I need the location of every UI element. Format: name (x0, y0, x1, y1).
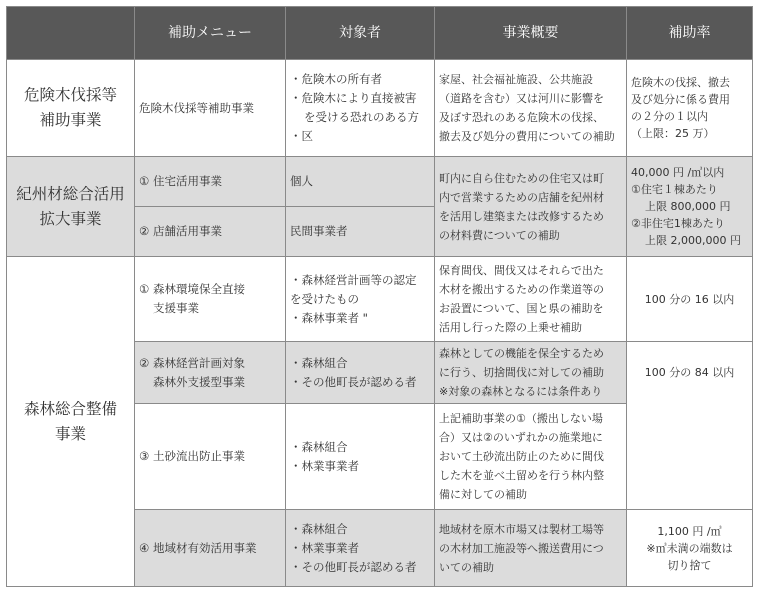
rate-line: 及び処分に係る費用 (631, 93, 730, 106)
menu-line: ② 森林経営計画対象 (139, 355, 245, 370)
summary-line: 合）又は②のいずれかの施業地に (439, 431, 603, 444)
target-forest-env (286, 257, 435, 342)
rate-line: 危険木の伐採、撤去 (631, 76, 730, 89)
target-line: を受けたもの (290, 291, 359, 306)
menu-store: ② 店舗活用事業 (135, 207, 286, 257)
menu-sediment: ③ 土砂流出防止事業 (135, 404, 286, 510)
menu-line: 支援事業 (153, 301, 199, 315)
table-row (7, 257, 753, 342)
summary-line: ※対象の森林となるには条件あり (439, 385, 603, 398)
category-forest-maintenance (7, 257, 135, 587)
category-line: 紀州材総合活用 (16, 184, 125, 203)
category-line: 森林総合整備 (23, 399, 117, 418)
summary-line: の木材加工施設等へ搬送費用につ (439, 541, 604, 555)
summary-line: した木を並べ土留めを行う林内整 (439, 469, 604, 482)
summary-line: 木材を搬出するための作業道等の (439, 283, 604, 296)
header-row (7, 7, 753, 60)
target-line: ・危険木により直接被害 (290, 91, 417, 105)
rate-line: 40,000 円 /㎥以内 (631, 166, 725, 179)
summary-hazard-tree (435, 60, 627, 157)
summary-line: おいて土砂流出防止のために間伐 (439, 450, 604, 463)
summary-kishu-wood (435, 157, 627, 257)
menu-housing: ① 住宅活用事業 (135, 157, 286, 207)
summary-line: （道路を含む）又は河川に影響を (439, 92, 604, 105)
summary-local-wood (435, 510, 627, 587)
target-line: ・森林経営計画等の認定 (290, 272, 417, 287)
rate-line: 切り捨て (667, 558, 712, 572)
summary-line: 地域材を原木市場又は製材工場等 (439, 522, 604, 536)
table-row (7, 60, 753, 157)
category-line: 危険木伐採等 (23, 86, 117, 104)
target-outside-plan (286, 342, 435, 404)
summary-sediment (435, 404, 627, 510)
target-hazard-tree (286, 60, 435, 157)
rate-outside-plan: 100 分の 84 以内 (627, 342, 753, 510)
subsidy-table (6, 6, 753, 587)
menu-line: ① 森林環境保全直接 (139, 282, 245, 296)
target-housing: 個人 (286, 157, 435, 207)
summary-line: 町内に自ら住むための住宅又は町 (439, 171, 604, 185)
summary-forest-env (435, 257, 627, 342)
menu-forest-env (135, 257, 286, 342)
target-line: ・森林組合 (290, 439, 348, 454)
summary-outside-plan (435, 342, 627, 404)
target-store: 民間事業者 (286, 207, 435, 257)
summary-line: に行う、切捨間伐に対しての補助 (439, 366, 604, 379)
summary-line: 及ぼす恐れのある危険木の伐採、 (439, 111, 604, 124)
target-local-wood (286, 510, 435, 587)
rate-line: 1,100 円 /㎥ (657, 524, 722, 538)
summary-line: を活用し建築または改修するため (439, 209, 604, 223)
category-line: 拡大事業 (39, 209, 102, 228)
rate-line: ※㎥未満の端数は (646, 541, 733, 555)
header-blank (7, 7, 135, 60)
target-line: ・その他町長が認める者 (290, 559, 417, 574)
summary-line: 家屋、社会福祉施設、公共施設 (439, 73, 593, 86)
target-sediment (286, 404, 435, 510)
summary-line: お設置について、国と県の補助を (439, 302, 604, 315)
target-line: ・森林事業者 " (290, 310, 368, 325)
header-menu: 補助メニュー (135, 7, 286, 60)
rate-line: ①住宅１棟あたり (631, 183, 718, 196)
category-kishu-wood (7, 157, 135, 257)
rate-forest-env: 100 分の 16 以内 (627, 257, 753, 342)
rate-kishu-wood (627, 157, 753, 257)
rate-line: 上限 2,000,000 円 (645, 234, 741, 247)
menu-hazard-tree: 危険木伐採等補助事業 (135, 60, 286, 157)
header-rate: 補助率 (627, 7, 753, 60)
category-hazard-tree (7, 60, 135, 157)
rate-line: （上限：25 万） (631, 127, 715, 140)
summary-line: 活用し行った際の上乗せ補助 (439, 321, 582, 334)
category-line: 補助事業 (39, 111, 102, 129)
target-line: を受ける恐れのある方 (304, 110, 419, 124)
summary-line: いての補助 (439, 560, 494, 574)
target-line: ・森林組合 (290, 355, 348, 370)
rate-local-wood (627, 510, 753, 587)
header-target: 対象者 (286, 7, 435, 60)
target-line: ・森林組合 (290, 521, 348, 536)
summary-line: の材料費についての補助 (439, 228, 560, 242)
summary-line: 保育間伐、間伐又はそれらで出た (439, 264, 604, 277)
summary-line: 森林としての機能を保全するため (439, 347, 604, 360)
rate-line: ②非住宅1棟あたり (631, 217, 725, 230)
category-line: 事業 (54, 424, 86, 443)
target-line: ・林業事業者 (290, 458, 359, 473)
summary-line: 備に対しての補助 (439, 488, 527, 501)
target-line: ・区 (290, 129, 313, 143)
table-row (7, 157, 753, 207)
header-summary: 事業概要 (435, 7, 627, 60)
summary-line: 内で営業するための店舗を紀州材 (439, 190, 604, 204)
menu-local-wood: ④ 地域材有効活用事業 (135, 510, 286, 587)
rate-hazard-tree (627, 60, 753, 157)
target-line: ・危険木の所有者 (290, 72, 382, 86)
summary-line: 撤去及び処分の費用についての補助 (439, 130, 615, 143)
summary-line: 上記補助事業の①（搬出しない場 (439, 412, 603, 425)
target-line: ・その他町長が認める者 (290, 374, 417, 389)
menu-line: 森林外支援型事業 (153, 374, 245, 389)
rate-line: の２分の１以内 (631, 110, 708, 123)
rate-line: 上限 800,000 円 (645, 200, 731, 213)
target-line: ・林業事業者 (290, 540, 359, 555)
menu-outside-plan (135, 342, 286, 404)
